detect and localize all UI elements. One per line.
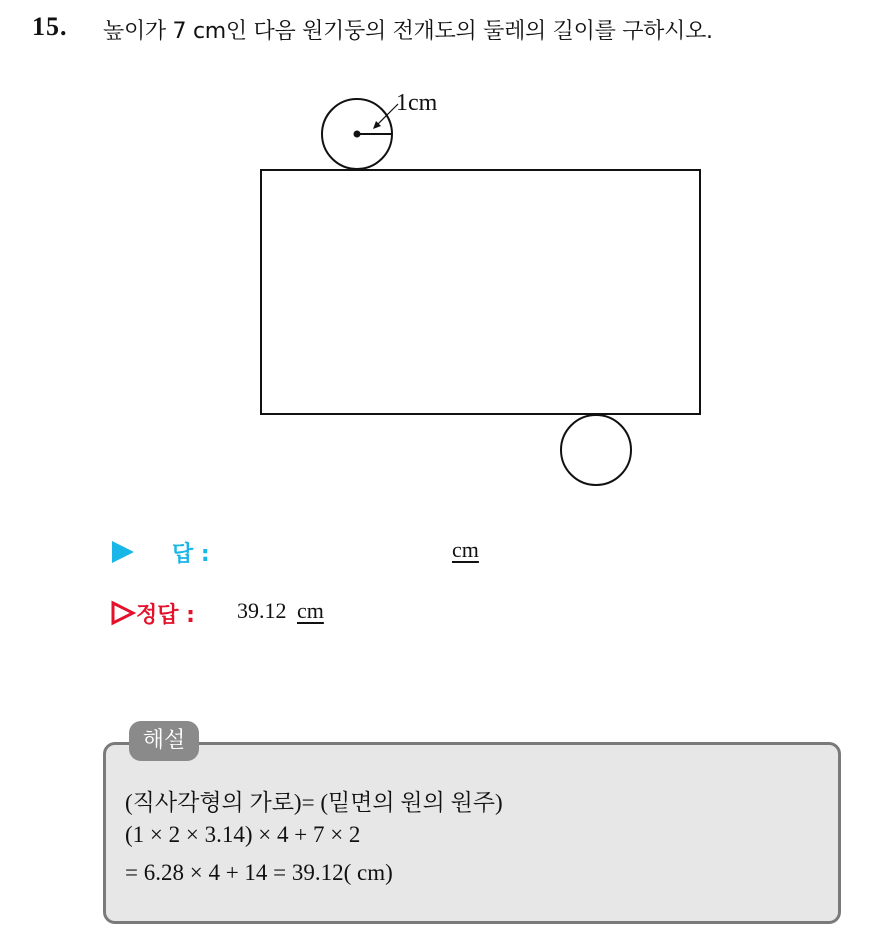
answer-unit: cm xyxy=(452,537,479,562)
solution-line: (1 × 2 × 3.14) × 4 + 7 × 2 xyxy=(125,822,361,847)
answer-label: 답 : xyxy=(172,542,210,567)
radius-label: 1cm xyxy=(396,90,438,116)
solution-line: (직사각형의 가로)= (밑면의 원의 원주) xyxy=(125,790,503,815)
bottom-base-circle xyxy=(561,415,631,485)
question-text: 높이가 7 cm인 다음 원기둥의 전개도의 둘레의 길이를 구하시오. xyxy=(103,19,713,44)
question-number: 15. xyxy=(32,12,68,41)
solution-tab: 해설 xyxy=(129,721,199,761)
outline-triangle-icon xyxy=(110,600,136,626)
correct-answer-unit: cm xyxy=(297,598,324,623)
solution-line: = 6.28 × 4 + 14 = 39.12( cm) xyxy=(125,860,393,885)
correct-answer-label: 정답 : xyxy=(136,603,195,628)
filled-triangle-icon xyxy=(110,539,136,565)
side-rectangle xyxy=(261,170,700,414)
correct-answer-value: 39.12 xyxy=(237,598,287,623)
